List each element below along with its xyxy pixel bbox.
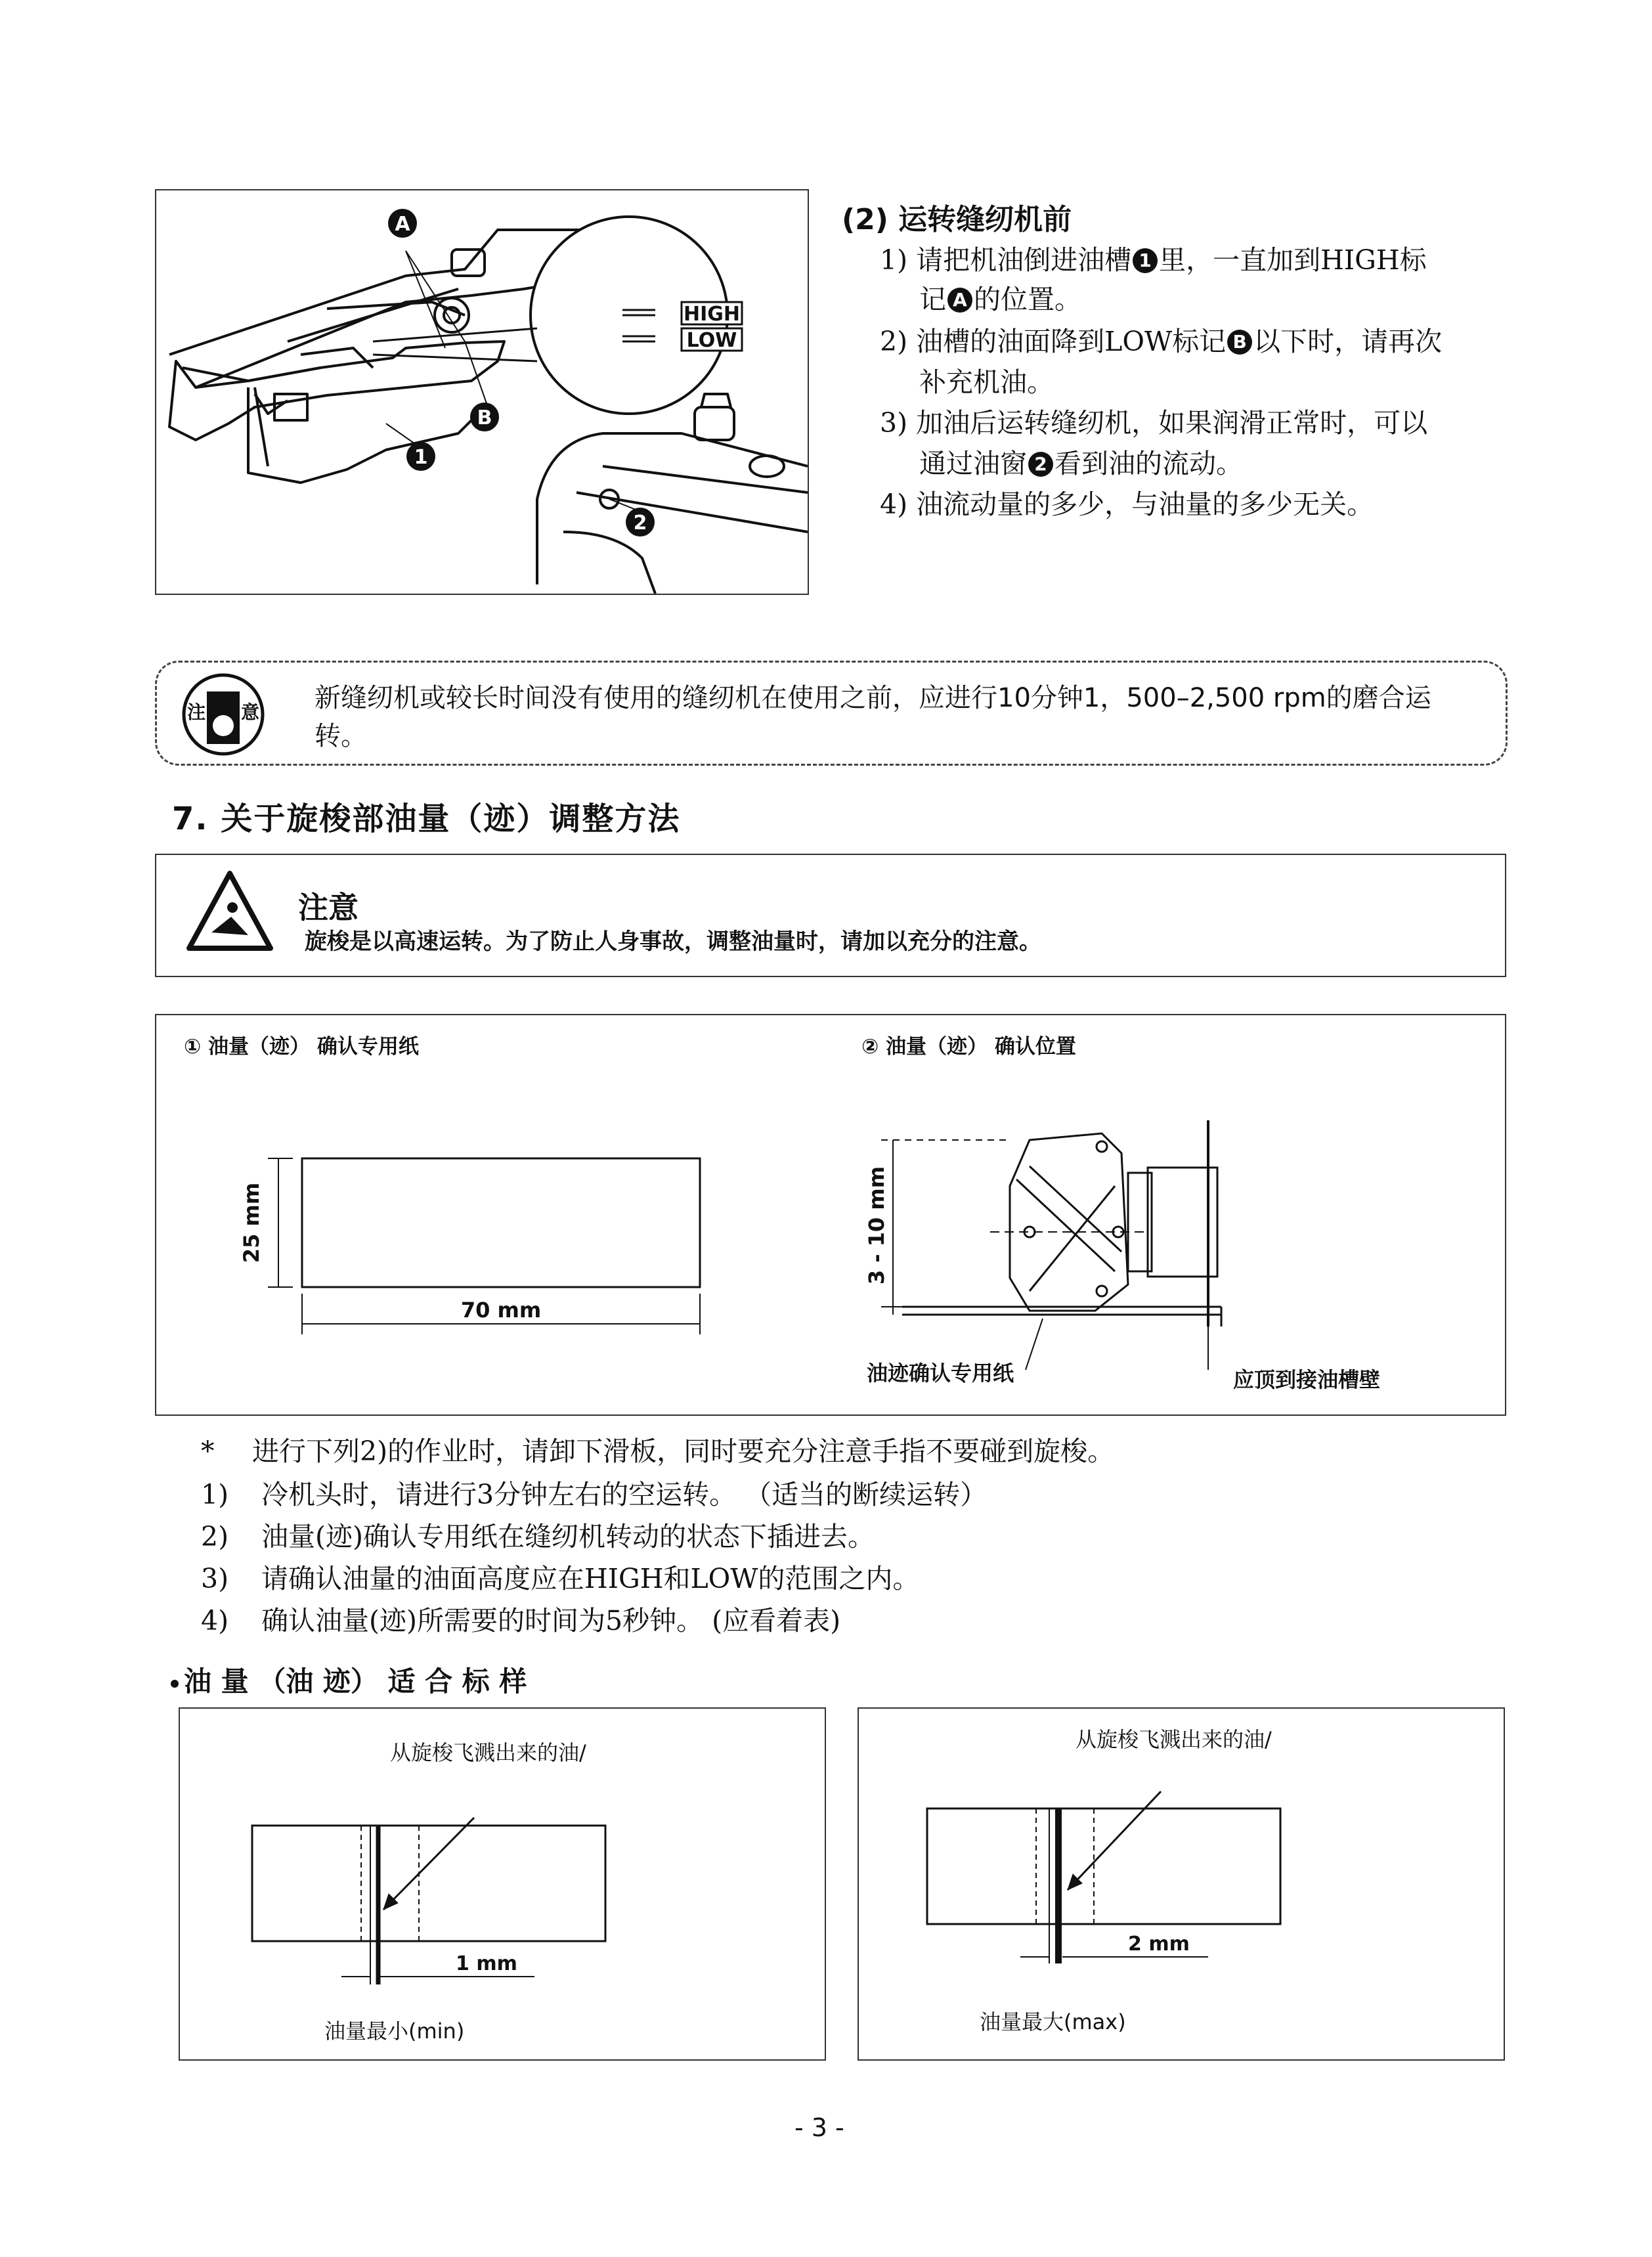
svg-text:HIGH: HIGH bbox=[683, 303, 741, 326]
position-label: ② 油量（迹） 确认位置 bbox=[861, 1035, 1076, 1059]
notice-icon bbox=[181, 672, 266, 757]
rotary-hook bbox=[1010, 1133, 1128, 1311]
sample-max-label: 油量最大(max) bbox=[980, 2009, 1126, 2034]
list-item: 2) 油槽的油面降到LOW标记 B 以下时，请再次 bbox=[880, 326, 1443, 357]
callout-2-marker bbox=[626, 508, 655, 537]
notice-box bbox=[155, 661, 1508, 766]
sample-max-box bbox=[858, 1707, 1505, 2061]
min-dimension-text: 1 mm bbox=[456, 1952, 517, 1975]
section-7-title: 7. 关于旋梭部油量（迹）调整方法 bbox=[172, 800, 681, 837]
list-item: 3) 请确认油量的油面高度应在HIGH和LOW的范围之内。 bbox=[201, 1563, 920, 1594]
width-dimension-text: 70 mm bbox=[460, 1298, 542, 1323]
samples-heading: 油 量 （油 迹） 适 合 标 样 bbox=[171, 1660, 527, 1699]
list-item: 1) 请把机油倒进油槽 1 里，一直加到HIGH标 bbox=[880, 244, 1427, 276]
page-number: - 3 - bbox=[794, 2113, 844, 2142]
callout-b-ref: B bbox=[1227, 330, 1252, 355]
svg-text:B: B bbox=[477, 406, 492, 429]
list-item: 3) 加油后运转缝纫机，如果润滑正常时，可以 bbox=[880, 407, 1428, 439]
range-dimension-text: 3 - 10 mm bbox=[864, 1166, 889, 1285]
list-item: 1) 冷机头时，请进行3分钟左右的空运转。 （适当的断续运转） bbox=[201, 1479, 988, 1510]
list-item: 4) 油流动量的多少，与油量的多少无关。 bbox=[880, 489, 1374, 520]
svg-text:1: 1 bbox=[414, 446, 428, 469]
wall-caption: 应顶到接油槽壁 bbox=[1233, 1367, 1381, 1392]
callout-a-marker bbox=[388, 209, 417, 238]
max-dimension-text: 2 mm bbox=[1128, 1933, 1190, 1956]
low-mark-label bbox=[682, 328, 742, 352]
oil-reservoir-illustration bbox=[155, 189, 809, 595]
svg-text:A: A bbox=[395, 213, 410, 236]
warning-triangle-icon bbox=[185, 869, 274, 952]
paper-strip bbox=[927, 1808, 1280, 1924]
callout-2-ref: 2 bbox=[1028, 452, 1053, 477]
callout-b-marker bbox=[470, 403, 499, 431]
arrow-line bbox=[1068, 1791, 1161, 1890]
sample-min-box bbox=[179, 1707, 826, 2061]
oil-pan-drawing bbox=[156, 190, 808, 594]
notice-text-line2: 转。 bbox=[315, 721, 367, 751]
bullet-dot bbox=[171, 1680, 179, 1688]
callout-a-ref: A bbox=[947, 288, 972, 313]
paper-rectangle bbox=[302, 1158, 700, 1287]
arrow-line bbox=[383, 1818, 474, 1910]
list-item: 4) 确认油量(迹)所需要的时间为5秒钟。 (应看着表) bbox=[201, 1605, 841, 1636]
paper-caption: 油迹确认专用纸 bbox=[867, 1361, 1014, 1386]
paper-strip bbox=[252, 1826, 605, 1941]
list-item: 通过油窗 2 看到油的流动。 bbox=[919, 448, 1243, 479]
callout-1-marker bbox=[406, 442, 435, 471]
sample-min-label: 油量最小(min) bbox=[324, 2019, 465, 2044]
caution-title: 注意 bbox=[298, 890, 359, 925]
sample-max-caption: 从旋梭飞溅出来的油/ bbox=[1076, 1727, 1272, 1752]
caution-text: 旋梭是以高速运转。为了防止人身事故，调整油量时，请加以充分的注意。 bbox=[305, 929, 1041, 955]
list-item: 2) 油量(迹)确认专用纸在缝纫机转动的状态下插进去。 bbox=[201, 1521, 875, 1552]
section-2-heading: (2) 运转缝纫机前 bbox=[842, 203, 1072, 236]
svg-text:LOW: LOW bbox=[686, 329, 737, 352]
sample-min-caption: 从旋梭飞溅出来的油/ bbox=[390, 1740, 586, 1765]
list-item: * 进行下列2)的作业时，请卸下滑板，同时要充分注意手指不要碰到旋梭。 bbox=[201, 1435, 1115, 1467]
paper-spec-label: ① 油量（迹） 确认专用纸 bbox=[184, 1035, 419, 1059]
high-mark-label bbox=[682, 302, 742, 326]
notice-text-line1: 新缝纫机或较长时间没有使用的缝纫机在使用之前，应进行10分钟1，500–2,500 rpm的磨合运 bbox=[315, 683, 1431, 713]
list-item: 记 A 的位置。 bbox=[919, 284, 1081, 315]
svg-text:2: 2 bbox=[633, 512, 647, 535]
height-dimension-text: 25 mm bbox=[239, 1182, 264, 1263]
notice-icon-right-char: 意 bbox=[241, 701, 260, 723]
caution-box bbox=[155, 854, 1506, 977]
oil-check-figure bbox=[155, 1014, 1506, 1416]
list-item: 补充机油。 bbox=[919, 366, 1054, 398]
notice-icon-left-char: 注 bbox=[187, 701, 206, 723]
callout-1-ref: 1 bbox=[1133, 248, 1158, 273]
